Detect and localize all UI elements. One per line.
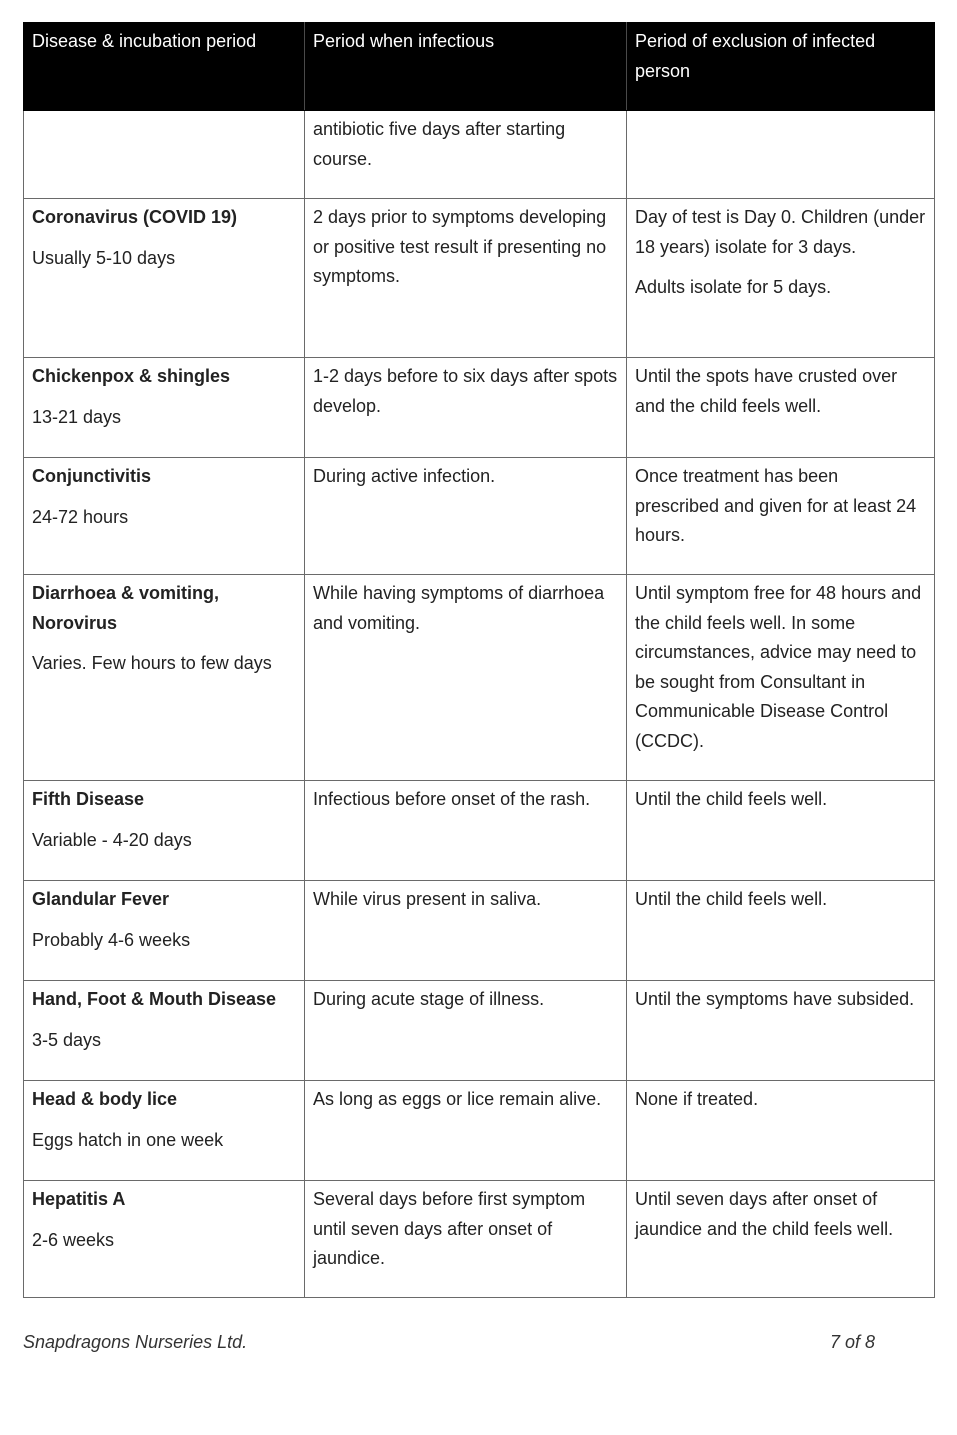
table-row xyxy=(24,881,935,981)
cell-infectious: antibiotic five days after starting course. xyxy=(305,111,627,199)
table-row xyxy=(24,981,935,1081)
infectious-period: 2 days prior to symptoms developing or positive test result if presenting no symptoms. xyxy=(313,207,607,286)
table-row xyxy=(24,1081,935,1181)
cell-infectious xyxy=(305,458,627,575)
exclusion-period-extra: Adults isolate for 5 days. xyxy=(635,277,832,297)
footer-company: Snapdragons Nurseries Ltd. xyxy=(23,1332,248,1352)
exclusion-period: Until symptom free for 48 hours and the child feels well. In some circumstances, advice may need to be sought from Consultant in Communicable Disease Control (CCDC). xyxy=(635,583,922,751)
exclusion-period: Until the child feels well. xyxy=(635,789,828,809)
infectious-period: During active infection. xyxy=(313,466,496,486)
cell-infectious xyxy=(305,199,627,358)
cell-infectious xyxy=(305,881,627,981)
cell-exclusion xyxy=(627,881,935,981)
infectious-period: 1-2 days before to six days after spots develop. xyxy=(313,366,618,416)
cell-disease xyxy=(24,981,305,1081)
header-infectious: Period when infectious xyxy=(305,23,627,111)
cell-infectious xyxy=(305,1181,627,1298)
infectious-period: While having symptoms of diarrhoea and vomiting. xyxy=(313,583,605,633)
disease-name: Diarrhoea & vomiting, Norovirus xyxy=(32,583,220,633)
disease-name: Hepatitis A xyxy=(32,1189,126,1209)
table-row xyxy=(24,781,935,881)
cell-disease xyxy=(24,881,305,981)
infectious-period: Infectious before onset of the rash. xyxy=(313,789,591,809)
table-row xyxy=(24,1181,935,1298)
disease-name: Glandular Fever xyxy=(32,889,170,909)
cell-exclusion xyxy=(627,1181,935,1298)
cell-exclusion xyxy=(627,199,935,358)
incubation-period: Usually 5-10 days xyxy=(32,247,176,268)
cell-infectious xyxy=(305,575,627,781)
exclusion-table xyxy=(23,22,935,1298)
cell-disease xyxy=(24,575,305,781)
incubation-period: Variable - 4-20 days xyxy=(32,829,192,850)
disease-name: Hand, Foot & Mouth Disease xyxy=(32,989,277,1009)
cell-disease xyxy=(24,111,305,199)
incubation-period: Varies. Few hours to few days xyxy=(32,653,272,673)
cell-exclusion xyxy=(627,1081,935,1181)
cell-exclusion xyxy=(627,358,935,458)
infectious-period: As long as eggs or lice remain alive. xyxy=(313,1089,602,1109)
exclusion-period: None if treated. xyxy=(635,1089,759,1109)
exclusion-period: Day of test is Day 0. Children (under 18 years) isolate for 3 days. xyxy=(635,207,926,257)
exclusion-period: Until the child feels well. xyxy=(635,889,828,909)
cell-disease xyxy=(24,1181,305,1298)
infectious-period: During acute stage of illness. xyxy=(313,989,545,1009)
table-row xyxy=(24,575,935,781)
cell-disease xyxy=(24,781,305,881)
table-row-continuation xyxy=(24,111,935,199)
cell-disease xyxy=(24,358,305,458)
disease-name: Head & body lice xyxy=(32,1089,178,1109)
cell-exclusion xyxy=(627,111,935,199)
cell-infectious xyxy=(305,781,627,881)
table-row xyxy=(24,199,935,358)
cell-infectious xyxy=(305,358,627,458)
cell-disease xyxy=(24,458,305,575)
table-header-row xyxy=(24,23,935,111)
cell-disease xyxy=(24,199,305,358)
cell-exclusion xyxy=(627,981,935,1081)
infectious-period: While virus present in saliva. xyxy=(313,889,542,909)
disease-name: Coronavirus (COVID 19) xyxy=(32,207,238,227)
disease-name: Conjunctivitis xyxy=(32,466,152,486)
exclusion-period: Until the spots have crusted over and the child feels well. xyxy=(635,366,898,416)
header-exclusion: Period of exclusion of infected person xyxy=(627,23,935,111)
incubation-period: 2-6 weeks xyxy=(32,1229,115,1250)
cell-infectious xyxy=(305,1081,627,1181)
cell-exclusion xyxy=(627,575,935,781)
header-disease: Disease & incubation period xyxy=(24,23,305,111)
incubation-period: 3-5 days xyxy=(32,1029,102,1050)
disease-name: Fifth Disease xyxy=(32,789,145,809)
cell-infectious xyxy=(305,981,627,1081)
exclusion-period: Until seven days after onset of jaundice and the child feels well. xyxy=(635,1189,894,1239)
incubation-period: Eggs hatch in one week xyxy=(32,1129,224,1150)
table-row xyxy=(24,358,935,458)
disease-name: Chickenpox & shingles xyxy=(32,366,231,386)
cell-disease xyxy=(24,1081,305,1181)
incubation-period: 13-21 days xyxy=(32,406,122,427)
incubation-period: 24-72 hours xyxy=(32,506,129,527)
cell-exclusion xyxy=(627,781,935,881)
exclusion-period: Until the symptoms have subsided. xyxy=(635,989,915,1009)
infectious-period: Several days before first symptom until seven days after onset of jaundice. xyxy=(313,1189,586,1268)
table-row xyxy=(24,458,935,575)
incubation-period: Probably 4-6 weeks xyxy=(32,929,191,950)
footer-page-number: 7 of 8 xyxy=(830,1332,876,1352)
cell-exclusion xyxy=(627,458,935,575)
exclusion-period: Once treatment has been prescribed and given for at least 24 hours. xyxy=(635,466,917,545)
